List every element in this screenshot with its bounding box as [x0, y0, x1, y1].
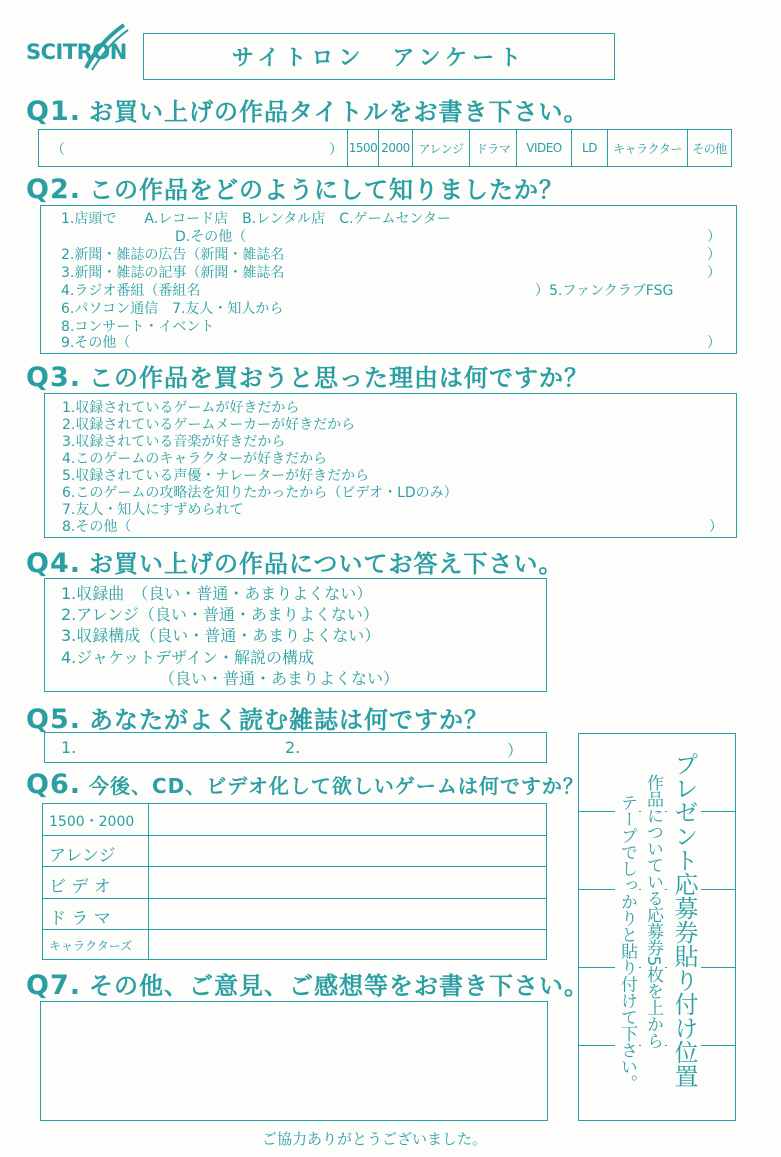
q2-line-1d: D.その他（ — [175, 229, 247, 245]
q7-comment-box[interactable] — [40, 1001, 548, 1121]
q5-answer-box[interactable] — [44, 732, 547, 763]
q1-heading — [26, 92, 589, 127]
q7-number: Q7. — [26, 970, 81, 1001]
q3-line-5: 5.収録されている声優・ナレーターが好きだから — [62, 468, 370, 484]
q4-number: Q4. — [26, 548, 81, 579]
q4-box — [44, 578, 547, 692]
q7-heading — [26, 966, 589, 1001]
q1-number: Q1. — [26, 96, 81, 127]
q6-row-characters-label: キャラクターズ — [49, 939, 133, 953]
q1-close-paren: ） — [329, 142, 343, 158]
q4-line-4b: （良い・普通・あまりよくない） — [159, 669, 400, 688]
q6-table — [42, 803, 547, 960]
q2-line-4: 4.ラジオ番組（番組名 — [61, 283, 201, 299]
q2-close-9: ） — [707, 335, 721, 351]
q4-line-3: 3.収録構成（良い・普通・あまりよくない） — [61, 626, 381, 645]
q2-line-1: 1.店頭で A.レコード店 B.レンタル店 C.ゲームセンター — [61, 211, 451, 227]
q2-line-6-7: 6.パソコン通信 7.友人・知人から — [61, 301, 284, 317]
q7-question: その他、ご意見、ご感想等をお書き下さい。 — [89, 972, 589, 1000]
q3-close-8: ） — [709, 519, 723, 535]
q6-row-drama-label: ド ラ マ — [49, 909, 111, 929]
q1-option-1500[interactable]: 1500 — [347, 130, 378, 166]
coupon-attach-area — [578, 733, 736, 1121]
q1-answer-row — [38, 129, 732, 167]
q5-heading — [26, 700, 489, 735]
q1-option-2000[interactable]: 2000 — [378, 130, 412, 166]
q6-row-drama-field[interactable] — [150, 899, 546, 929]
q1-option-video[interactable]: VIDEO — [516, 130, 571, 166]
q5-close: ） — [507, 741, 524, 760]
q3-line-2: 2.収録されているゲームメーカーが好きだから — [62, 417, 356, 433]
q2-line-8: 8.コンサート・イベント — [61, 319, 215, 335]
thanks-footer: ご協力ありがとうございました。 — [262, 1130, 488, 1148]
q5-slot-2: 2. — [285, 738, 301, 757]
q3-box — [44, 393, 737, 538]
q5-question: あなたがよく読む雑誌は何ですか？ — [89, 706, 489, 734]
q3-heading — [26, 358, 589, 393]
q6-row-1500-2000-label: 1500・2000 — [49, 814, 135, 830]
q1-option-ld[interactable]: LD — [571, 130, 607, 166]
q1-option-drama[interactable]: ドラマ — [469, 130, 516, 166]
q3-line-3: 3.収録されている音楽が好きだから — [62, 434, 286, 450]
q6-row-characters-field[interactable] — [150, 930, 546, 959]
q3-question: この作品を買おうと思った理由は何ですか？ — [89, 364, 589, 392]
q2-number: Q2. — [26, 174, 81, 205]
q2-close-1d: ） — [707, 229, 721, 245]
q3-number: Q3. — [26, 362, 81, 393]
q2-box — [40, 205, 737, 354]
q6-row-1500-2000-field[interactable] — [150, 804, 546, 835]
q6-column-divider — [148, 804, 149, 959]
q2-question: この作品をどのようにして知りましたか？ — [89, 176, 564, 204]
coupon-instruction-1: 作品についている応募券5枚を上から — [643, 774, 663, 1049]
q6-row-video-field[interactable] — [150, 867, 546, 897]
logo-text: SCITRON — [26, 40, 127, 64]
q2-line-2: 2.新聞・雑誌の広告（新聞・雑誌名 — [61, 247, 285, 263]
q3-line-7: 7.友人・知人にすずめられて — [62, 502, 244, 518]
q1-option-character[interactable]: キャラクター — [607, 130, 687, 166]
scitron-logo — [24, 22, 134, 74]
title-box — [143, 33, 615, 80]
q6-question: 今後、CD、ビデオ化して欲しいゲームは何ですか？ — [89, 774, 584, 798]
q3-line-4: 4.このゲームのキャラクターが好きだから — [62, 451, 328, 467]
q3-line-1: 1.収録されているゲームが好きだから — [62, 400, 300, 416]
q5-slot-1: 1. — [61, 738, 77, 757]
q1-open-paren: （ — [51, 142, 65, 158]
q6-row-arrange-label: アレンジ — [49, 846, 116, 866]
q6-row-arrange-field[interactable] — [150, 836, 546, 866]
q6-heading — [26, 769, 584, 800]
q1-option-arrange[interactable]: アレンジ — [412, 130, 469, 166]
coupon-title: プレゼント応募券貼り付け位置 — [667, 752, 701, 1088]
q5-number: Q5. — [26, 704, 81, 735]
q4-line-4: 4.ジャケットデザイン・解説の構成 — [61, 648, 315, 667]
q2-close-3: ） — [707, 265, 721, 281]
q2-heading — [26, 170, 564, 205]
q1-option-other[interactable]: その他 — [687, 130, 731, 166]
q1-question: お買い上げの作品タイトルをお書き下さい。 — [89, 98, 589, 126]
q2-line-3: 3.新聞・雑誌の記事（新聞・雑誌名 — [61, 265, 285, 281]
q4-line-1: 1.収録曲 （良い・普通・あまりよくない） — [61, 584, 373, 603]
q4-question: お買い上げの作品についてお答え下さい。 — [89, 550, 564, 578]
coupon-instruction-2: テープでしっかりと貼り付けて下さい。 — [617, 794, 637, 1091]
q4-line-2: 2.アレンジ（良い・普通・あまりよくない） — [61, 605, 379, 624]
q2-line-9: 9.その他（ — [61, 335, 131, 351]
q3-line-6: 6.このゲームの攻略法を知りたかったから（ビデオ・LDのみ） — [62, 485, 458, 501]
q6-row-video-label: ビ デ オ — [49, 877, 111, 897]
q3-line-8: 8.その他（ — [62, 519, 132, 535]
page-title: サイトロン アンケート — [231, 46, 527, 71]
q2-close-2: ） — [707, 247, 721, 263]
q2-fanclub: ）5.ファンクラブFSG — [535, 283, 674, 299]
q6-number: Q6. — [26, 769, 81, 800]
q4-heading — [26, 544, 564, 579]
